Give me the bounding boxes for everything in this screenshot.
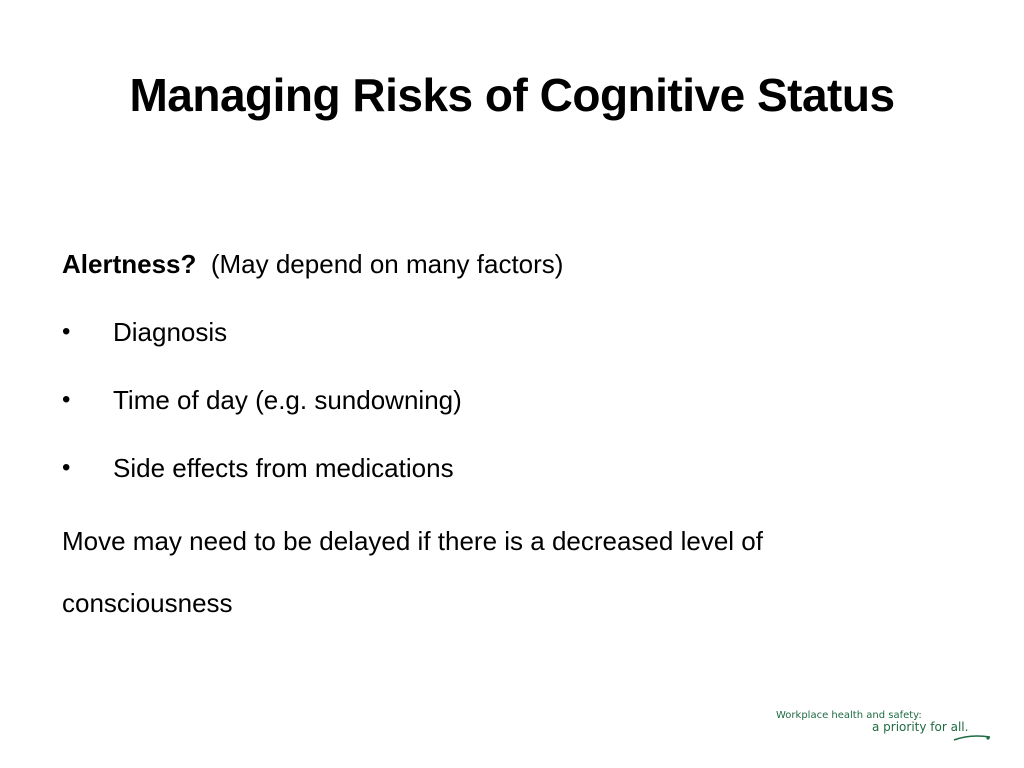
list-item [62,384,962,418]
intro-rest: (May depend on many factors) [203,249,564,279]
closing-statement: Move may need to be delayed if there is a decreased level of consciousness [62,526,763,618]
logo-line-2: a priority for all. [872,720,969,734]
bullet-text: Side effects from medications [113,453,454,483]
slide-title: Managing Risks of Cognitive Status [129,69,895,121]
bullet-icon: • [62,386,71,413]
list-item [62,452,962,486]
slide-body [62,248,962,634]
bullet-icon: • [62,318,71,345]
logo-line-1: Workplace health and safety: [776,710,922,721]
bullet-text: Diagnosis [113,317,228,347]
swoosh-icon [952,732,992,742]
intro-line [62,248,962,292]
list-item [62,316,962,350]
bullet-icon: • [62,454,71,481]
bullet-text: Time of day (e.g. sundowning) [113,385,462,415]
intro-lead: Alertness? [62,249,197,279]
footer-logo [776,710,996,742]
bullet-list [62,316,962,486]
